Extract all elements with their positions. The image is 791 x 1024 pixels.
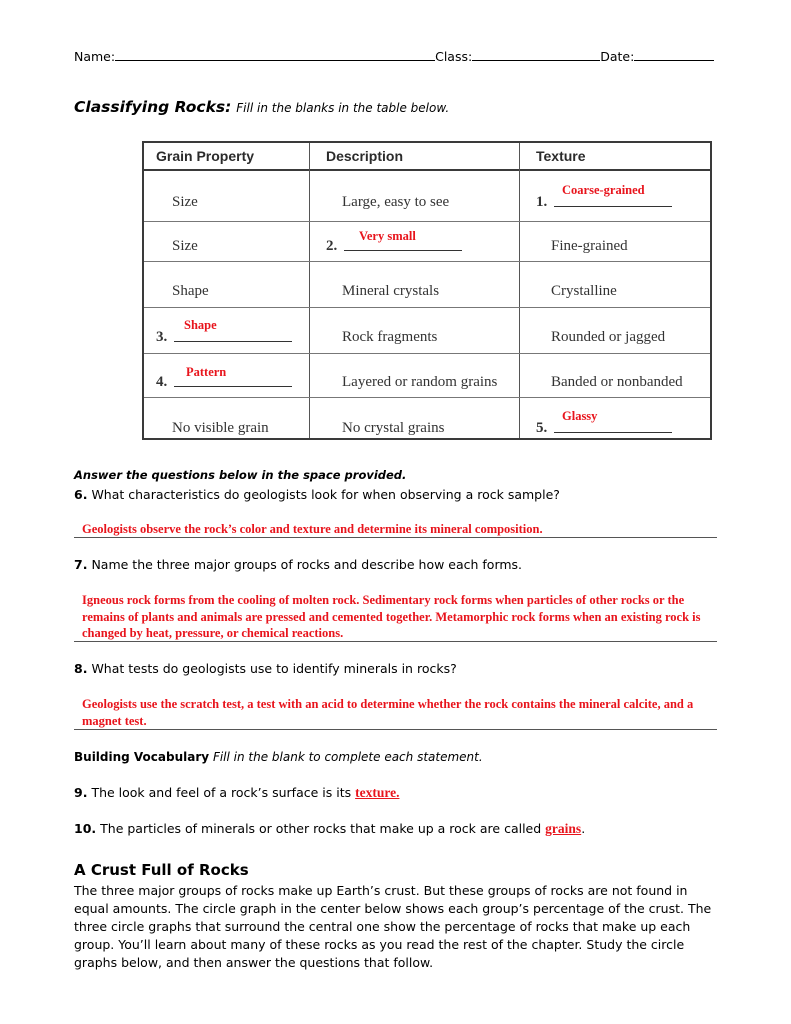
item-number: 10. bbox=[74, 821, 97, 836]
row1-property: Size bbox=[172, 194, 198, 210]
row4-texture: Rounded or jagged bbox=[551, 329, 666, 345]
row3-description: Mineral crystals bbox=[342, 283, 440, 299]
item-text: The particles of minerals or other rocks that make up a rock are called bbox=[100, 821, 542, 836]
row2-texture: Fine-grained bbox=[551, 238, 628, 254]
row-divider bbox=[144, 221, 710, 222]
row-divider bbox=[144, 397, 710, 398]
header-texture: Texture bbox=[536, 148, 586, 164]
row5-property-blank[interactable] bbox=[174, 386, 292, 387]
row6-texture-blank[interactable] bbox=[554, 432, 672, 433]
row1-description: Large, easy to see bbox=[342, 194, 450, 210]
class-field[interactable] bbox=[472, 49, 600, 61]
vocab-section bbox=[74, 750, 483, 764]
crust-paragraph: The three major groups of rocks make up Earth’s crust. But these groups of rocks are not found in equal amounts. The circle graph in the center below shows each group’s percentage of the crust. The three circle graphs that surround the central one show the percentage of rocks that make up each group. You’ll learn about many of these rocks as you read the rest of the chapter. Study the circle graphs below, and then answer the questions that follow. bbox=[74, 883, 712, 970]
class-label: Class: bbox=[435, 49, 473, 64]
row5-description: Layered or random grains bbox=[342, 374, 498, 390]
answer-7[interactable]: Igneous rock forms from the cooling of molten rock. Sedimentary rock forms when particles of other rocks or the remains of plants and animals are pressed and cemented together. Metamorphic rock forms when an existing rock is changed by heat, pressure, or chemical reactions. bbox=[82, 593, 701, 640]
row4-property-number: 3. bbox=[156, 329, 168, 345]
row3-texture: Crystalline bbox=[551, 283, 617, 299]
column-divider bbox=[519, 143, 520, 438]
row5-texture: Banded or nonbanded bbox=[551, 374, 683, 390]
row1-texture-number: 1. bbox=[536, 194, 548, 210]
row4-property-blank[interactable] bbox=[174, 341, 292, 342]
row-divider bbox=[144, 261, 710, 262]
header-grain-property: Grain Property bbox=[156, 148, 255, 164]
question-8 bbox=[74, 661, 457, 676]
question-number: 6. bbox=[74, 487, 88, 502]
section-title bbox=[74, 98, 449, 116]
answer-line bbox=[74, 641, 717, 642]
question-text: Name the three major groups of rocks and describe how each forms. bbox=[91, 557, 523, 572]
row5-property-number: 4. bbox=[156, 374, 168, 390]
row1-texture-blank[interactable] bbox=[554, 206, 672, 207]
item-answer[interactable]: texture. bbox=[355, 785, 400, 800]
vocab-item-9 bbox=[74, 785, 399, 801]
answer-8[interactable]: Geologists use the scratch test, a test with an acid to determine whether the rock contains the mineral calcite, and a magnet test. bbox=[82, 697, 694, 728]
section-instruction: Fill in the blanks in the table below. bbox=[236, 101, 450, 115]
row6-property: No visible grain bbox=[172, 420, 269, 436]
row-divider bbox=[144, 307, 710, 308]
row2-description-number: 2. bbox=[326, 238, 338, 254]
name-field[interactable] bbox=[115, 49, 435, 61]
section-heading: Classifying Rocks: bbox=[74, 98, 232, 116]
row-divider bbox=[144, 353, 710, 354]
questions-instruction: Answer the questions below in the space provided. bbox=[74, 468, 407, 482]
question-number: 7. bbox=[74, 557, 88, 572]
question-7 bbox=[74, 557, 522, 572]
vocab-instruction: Fill in the blank to complete each statement. bbox=[212, 750, 483, 764]
row2-description-answer: Very small bbox=[359, 229, 416, 243]
crust-section-title: A Crust Full of Rocks bbox=[74, 861, 249, 879]
answer-line bbox=[74, 729, 717, 730]
row3-property: Shape bbox=[172, 283, 209, 299]
row5-property-answer: Pattern bbox=[186, 365, 227, 379]
row6-texture-number: 5. bbox=[536, 420, 548, 436]
row2-property: Size bbox=[172, 238, 198, 254]
item-answer[interactable]: grains bbox=[545, 821, 582, 836]
question-number: 8. bbox=[74, 661, 88, 676]
classifying-rocks-table bbox=[142, 141, 712, 440]
question-6 bbox=[74, 487, 560, 502]
answer-6[interactable]: Geologists observe the rock’s color and texture and determine its mineral composition. bbox=[82, 522, 543, 536]
name-label: Name: bbox=[74, 49, 116, 64]
table-header bbox=[144, 143, 710, 171]
answer-line bbox=[74, 537, 717, 538]
vocab-item-10 bbox=[74, 821, 585, 837]
column-divider bbox=[309, 143, 310, 438]
item-suffix: . bbox=[581, 821, 586, 836]
item-text: The look and feel of a rock’s surface is its bbox=[91, 785, 352, 800]
row6-description: No crystal grains bbox=[342, 420, 445, 436]
vocab-title: Building Vocabulary bbox=[74, 750, 210, 764]
row4-property-answer: Shape bbox=[184, 318, 217, 332]
question-text: What characteristics do geologists look for when observing a rock sample? bbox=[91, 487, 560, 502]
row1-texture-answer: Coarse-grained bbox=[562, 183, 645, 197]
row4-description: Rock fragments bbox=[342, 329, 438, 345]
row6-texture-answer: Glassy bbox=[562, 409, 598, 423]
row2-description-blank[interactable] bbox=[344, 250, 462, 251]
question-text: What tests do geologists use to identify minerals in rocks? bbox=[91, 661, 457, 676]
worksheet-header bbox=[74, 49, 724, 64]
date-label: Date: bbox=[600, 49, 635, 64]
header-description: Description bbox=[326, 148, 404, 164]
item-number: 9. bbox=[74, 785, 88, 800]
date-field[interactable] bbox=[634, 49, 714, 61]
